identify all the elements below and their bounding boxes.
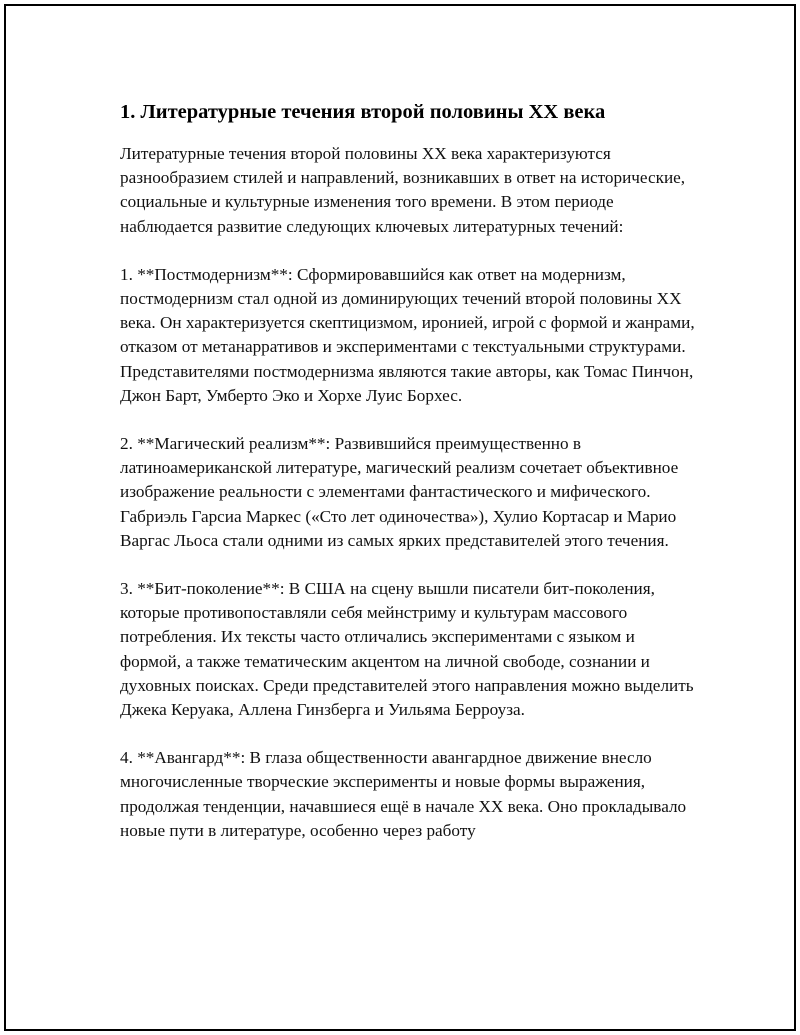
paragraph-avant-garde: 4. **Авангард**: В глаза общественности авангардное движение внесло многочисленные творческие эксперименты и новые формы выражения, продолжая тенденции, начавшиеся ещё в начале XX века. Оно прокладывало новые пути в литературе, особенно через работу [120,748,687,840]
paragraph-magical-realism: 2. **Магический реализм**: Развившийся преимущественно в латиноамериканской литературе, магический реализм сочетает объективное изображение реальности с элементами фантастического и мифического. Габриэль Гарсиа Маркес («Сто лет одиночества»), Хулио Кортасар и Марио Варгас Льоса стали одними из самых ярких представителей этого течения. [120,434,679,550]
paragraph-postmodernism: 1. **Постмодернизм**: Сформировавшийся как ответ на модернизм, постмодернизм стал одной из доминирующих течений второй половины XX века. Он характеризуется скептицизмом, иронией, игрой с формой и жанрами, отказом от метанарративов и экспериментами с текстуальными структурами. Представителями постмодернизма являются такие авторы, как Томас Пинчон, Джон Барт, Умберто Эко и Хорхе Луис Борхес. [120,264,695,405]
document-page [4,4,796,1031]
document-body [120,98,700,867]
paragraph-beat-generation: 3. **Бит-поколение**: В США на сцену вышли писатели бит-поколения, которые противопоставляли себя мейнстриму и культурам массового потребления. Их тексты часто отличались экспериментами с языком и формой, а также тематическим акцентом на личной свободе, сознании и духовных поисках. Среди представителей этого направления можно выделить Джека Керуака, Аллена Гинзберга и Уильяма Берроуза. [120,579,694,720]
section-heading: 1. Литературные течения второй половины XX века [120,101,606,123]
intro-paragraph: Литературные течения второй половины XX века характеризуются разнообразием стилей и направлений, возникавших в ответ на исторические, социальные и культурные изменения того времени. В этом периоде наблюдается развитие следующих ключевых литературных течений: [120,144,686,236]
